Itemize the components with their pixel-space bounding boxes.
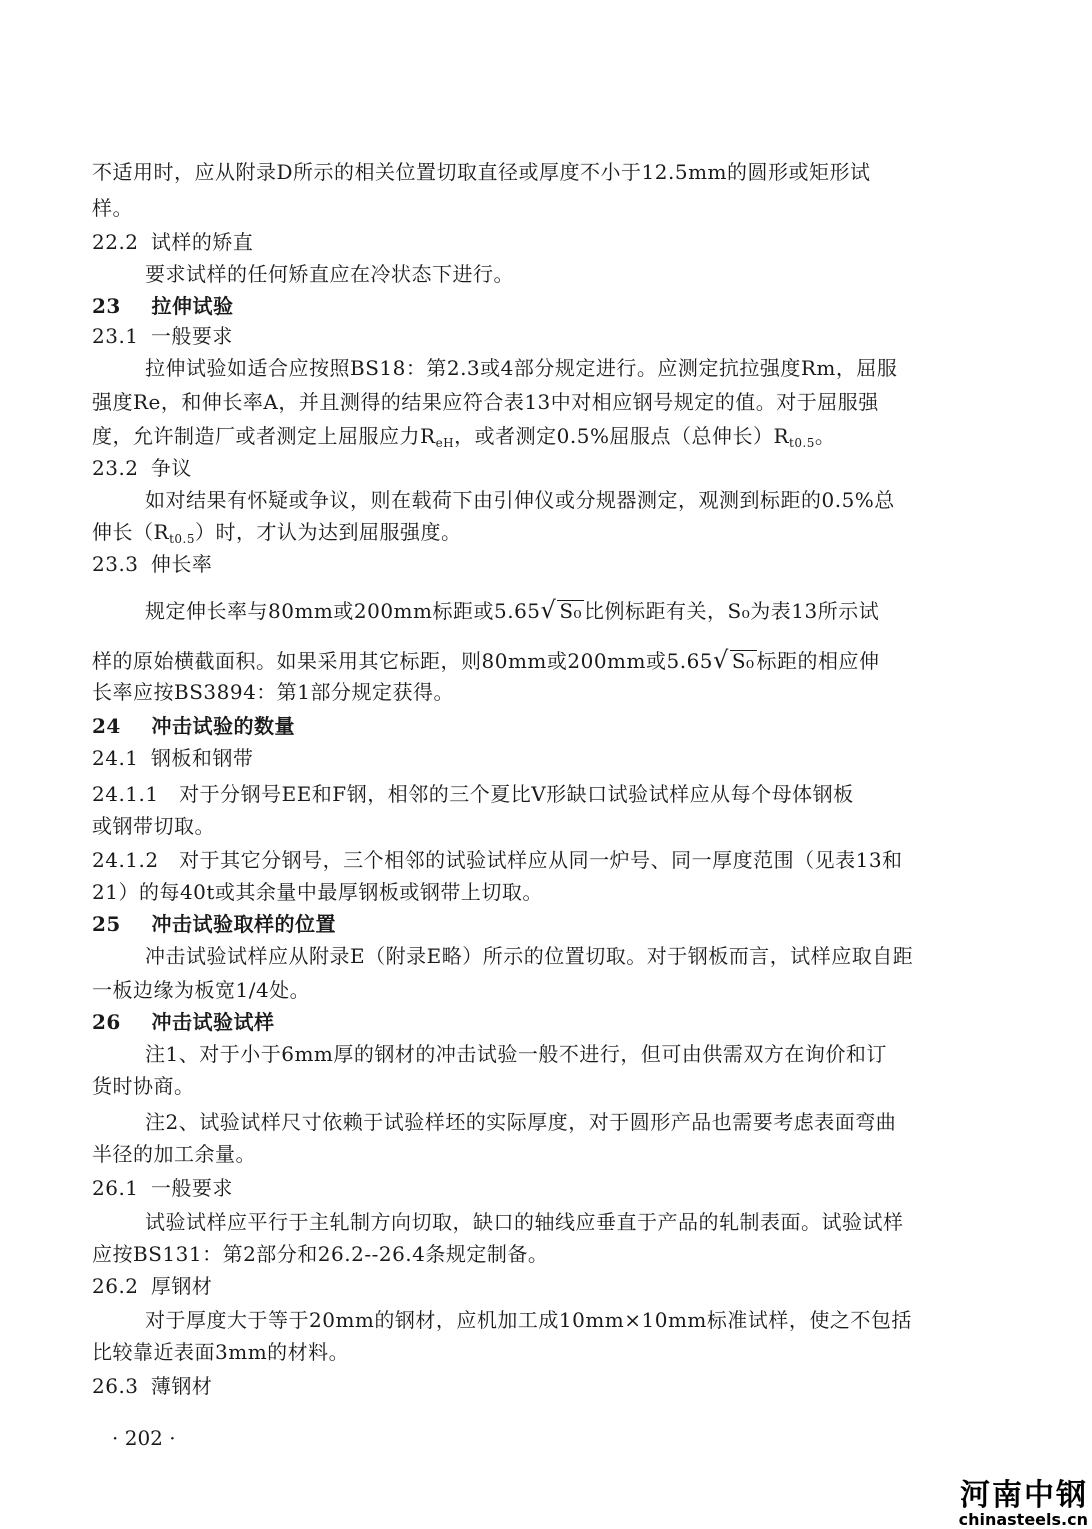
section-number: 23.1: [92, 324, 139, 348]
text-line: 样。: [92, 196, 133, 220]
subsection-heading-23-2: [92, 456, 192, 480]
text-fragment: 标距的相应伸: [756, 649, 880, 673]
subsection-heading-23-1: [92, 324, 233, 348]
section-number: 25: [92, 912, 121, 936]
section-number: 23: [92, 294, 121, 318]
section-heading-25: [92, 912, 336, 936]
section-heading-26: [92, 1010, 274, 1034]
text-line: 比较靠近表面3mm的材料。: [92, 1340, 350, 1364]
text-fragment: 。: [814, 424, 836, 448]
radical-sign: √: [713, 646, 729, 674]
section-heading-23: [92, 294, 233, 318]
section-number: 23.2: [92, 456, 139, 480]
text-line: 一板边缘为板宽1/4处。: [92, 978, 311, 1002]
section-title: 薄钢材: [150, 1374, 213, 1398]
text-line: 长率应按BS3894：第1部分规定获得。: [92, 680, 455, 704]
section-title: 争议: [150, 456, 192, 480]
section-number: 24: [92, 714, 121, 738]
text-line: 试验试样应平行于主轧制方向切取，缺口的轴线应垂直于产品的轧制表面。试验试样: [145, 1210, 904, 1234]
section-title: 冲击试验的数量: [151, 714, 295, 738]
text-line: 24.1.2 对于其它分钢号，三个相邻的试验试样应从同一炉号、同一厚度范围（见表13和: [92, 848, 903, 872]
text-line: [92, 648, 880, 673]
text-line: 不适用时，应从附录D所示的相关位置切取直径或厚度不小于12.5mm的圆形或矩形试: [92, 160, 871, 184]
text-line: 拉伸试验如适合应按照BS18：第2.3或4部分规定进行。应测定抗拉强度Rm，屈服: [145, 356, 898, 380]
text-fragment: 度，允许制造厂或者测定上屈服应力R: [92, 424, 436, 448]
watermark-url: chinasteels.cn: [958, 1510, 1088, 1529]
section-number: 23.3: [92, 552, 139, 576]
section-title: 冲击试验试样: [151, 1010, 275, 1034]
text-line: 如对结果有怀疑或争议，则在载荷下由引伸仪或分规器测定，观测到标距的0.5%总: [145, 488, 895, 512]
text-fragment: 比例标距有关，S₀为表13所示试: [584, 599, 880, 623]
section-number: 26: [92, 1010, 121, 1034]
text-line: 冲击试验试样应从附录E（附录E略）所示的位置切取。对于钢板而言，试样应取自距: [145, 944, 914, 968]
subsection-heading-22-2: [92, 230, 253, 254]
page-number: · 202 ·: [112, 1426, 176, 1450]
subsection-heading-23-3: [92, 552, 212, 576]
text-fragment: 伸长（R: [92, 520, 170, 544]
section-number: 26.2: [92, 1274, 139, 1298]
section-heading-24: [92, 714, 295, 738]
text-line: 货时协商。: [92, 1074, 195, 1098]
section-title: 拉伸试验: [151, 294, 234, 318]
text-line: 24.1.1 对于分钢号EE和F钢，相邻的三个夏比V形缺口试验试样应从每个母体钢板: [92, 782, 854, 806]
text-line: [92, 424, 835, 455]
subscript: t0.5: [789, 436, 815, 450]
section-title: 一般要求: [150, 324, 233, 348]
subscript: t0.5: [169, 532, 195, 546]
text-line: [145, 598, 879, 623]
section-number: 24.1: [92, 746, 139, 770]
radical-sign: √: [540, 596, 557, 624]
subsection-heading-26-3: [92, 1374, 212, 1398]
section-title: 一般要求: [150, 1176, 233, 1200]
text-line: 强度Re，和伸长率A，并且测得的结果应符合表13中对相应钢号规定的值。对于屈服强: [92, 390, 879, 414]
text-line: 应按BS131：第2部分和26.2--26.4条规定制备。: [92, 1242, 549, 1266]
radicand: S₀: [731, 649, 755, 673]
subsection-heading-24-1: [92, 746, 253, 770]
text-fragment: ，或者测定0.5%屈服点（总伸长）R: [454, 424, 790, 448]
text-line: 注2、试验试样尺寸依赖于试验样坯的实际厚度，对于圆形产品也需要考虑表面弯曲: [145, 1110, 897, 1134]
subscript: eH: [435, 436, 455, 450]
section-number: 22.2: [92, 230, 139, 254]
text-fragment: 样的原始横截面积。如果采用其它标距，则80mm或200mm或5.65: [92, 649, 714, 673]
text-fragment: 规定伸长率与80mm或200mm标距或5.65: [145, 599, 541, 623]
watermark-chinese: 河南中钢: [960, 1478, 1088, 1513]
section-title: 冲击试验取样的位置: [151, 912, 336, 936]
text-line: 对于厚度大于等于20mm的钢材，应机加工成10mm×10mm标准试样，使之不包括: [145, 1308, 912, 1332]
text-fragment: ）时，才认为达到屈服强度。: [194, 520, 462, 544]
section-title: 厚钢材: [150, 1274, 213, 1298]
text-line: 注1、对于小于6mm厚的钢材的冲击试验一般不进行，但可由供需双方在询价和订: [145, 1042, 887, 1066]
subsection-heading-26-1: [92, 1176, 233, 1200]
text-line: 或钢带切取。: [92, 814, 215, 838]
watermark-logo: [959, 1470, 1088, 1529]
text-line: [92, 520, 461, 551]
radicand: S₀: [559, 599, 583, 623]
section-title: 伸长率: [150, 552, 213, 576]
section-number: 26.3: [92, 1374, 139, 1398]
text-line: 要求试样的任何矫直应在冷状态下进行。: [145, 262, 514, 286]
subsection-heading-26-2: [92, 1274, 212, 1298]
text-line: 半径的加工余量。: [92, 1142, 256, 1166]
section-number: 26.1: [92, 1176, 139, 1200]
section-title: 试样的矫直: [150, 230, 254, 254]
text-line: 21）的每40t或其余量中最厚钢板或钢带上切取。: [92, 880, 543, 904]
section-title: 钢板和钢带: [150, 746, 254, 770]
